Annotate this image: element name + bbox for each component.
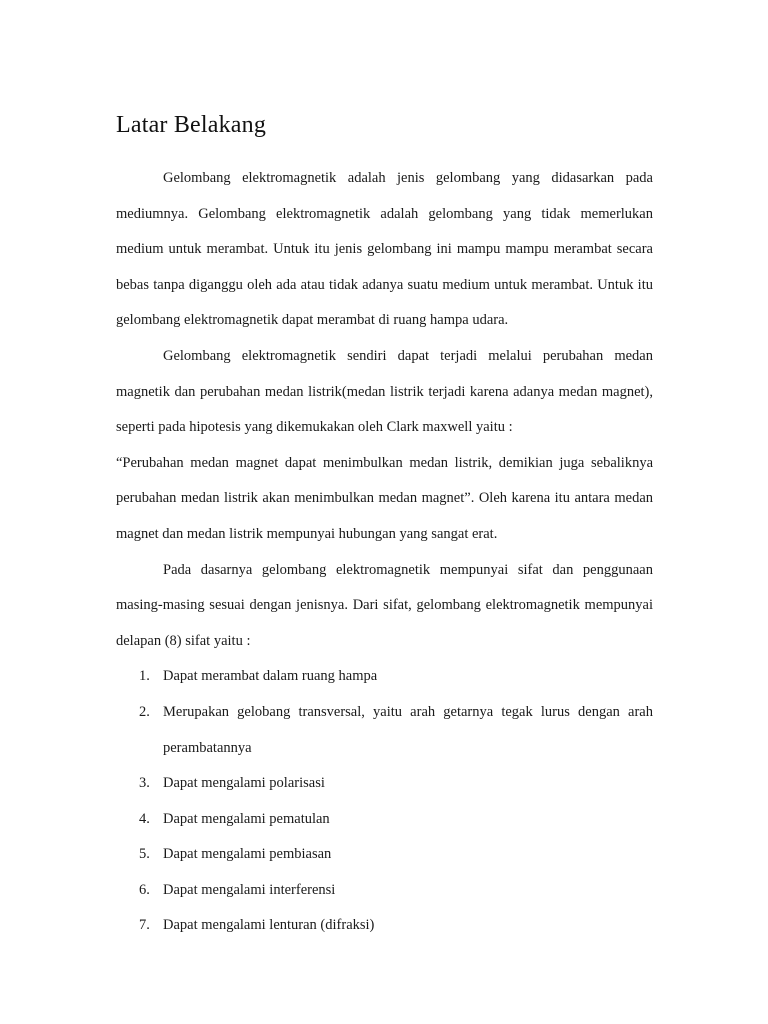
list-item bbox=[116, 873, 653, 909]
list-item bbox=[116, 659, 653, 695]
list-item-number: 6. bbox=[139, 881, 150, 898]
list-item bbox=[116, 802, 653, 838]
list-item-text: Dapat mengalami pembiasan bbox=[163, 846, 332, 863]
list-item-number: 1. bbox=[139, 668, 150, 685]
list-item bbox=[116, 766, 653, 802]
list-item-text: Dapat merambat dalam ruang hampa bbox=[163, 668, 378, 685]
paragraph-quote: “Perubahan medan magnet dapat menimbulkan medan listrik, demikian juga sebaliknya perubahan medan listrik akan menimbulkan medan magnet”. Oleh karena itu antara medan magnet dan medan listrik mempunyai hubungan yang sangat erat. bbox=[116, 454, 653, 542]
list-item-number: 4. bbox=[139, 810, 150, 827]
list-item bbox=[116, 908, 653, 944]
list-item-text: Dapat mengalami polarisasi bbox=[163, 775, 325, 792]
list-item-number: 3. bbox=[139, 775, 150, 792]
paragraph-formation: Gelombang elektromagnetik sendiri dapat terjadi melalui perubahan medan magnetik dan perubahan medan listrik(medan listrik terjadi karena adanya medan magnet), seperti pada hipotesis yang dikemukakan oleh Clark maxwell yaitu : bbox=[116, 347, 653, 436]
list-item-text: Dapat mengalami lenturan (difraksi) bbox=[163, 917, 375, 934]
list-item-text: Merupakan gelobang transversal, yaitu arah getarnya tegak lurus dengan arah perambatannya bbox=[163, 703, 653, 756]
list-item-text: Dapat mengalami interferensi bbox=[163, 881, 336, 898]
list-item bbox=[116, 837, 653, 873]
section-heading: Latar Belakang bbox=[116, 112, 267, 138]
list-item bbox=[116, 695, 653, 766]
paragraph-intro: Gelombang elektromagnetik adalah jenis gelombang yang didasarkan pada mediumnya. Gelombang elektromagnetik adalah gelombang yang tidak memerlukan medium untuk merambat. Untuk itu jenis gelombang ini mampu mampu merambat secara bebas tanpa diganggu oleh ada atau tidak adanya suatu medium untuk merambat. Untuk itu gelombang elektromagnetik dapat merambat di ruang hampa udara. bbox=[116, 170, 653, 329]
document-body bbox=[116, 161, 653, 944]
paragraph-properties: Pada dasarnya gelombang elektromagnetik mempunyai sifat dan penggunaan masing-masing sesuai dengan jenisnya. Dari sifat, gelombang elektromagnetik mempunyai delapan (8) sifat yaitu : bbox=[116, 561, 653, 649]
list-item-number: 2. bbox=[139, 703, 150, 720]
list-item-number: 7. bbox=[139, 917, 150, 934]
list-item-text: Dapat mengalami pematulan bbox=[163, 810, 330, 827]
list-item-number: 5. bbox=[139, 846, 150, 863]
properties-list bbox=[116, 659, 653, 944]
